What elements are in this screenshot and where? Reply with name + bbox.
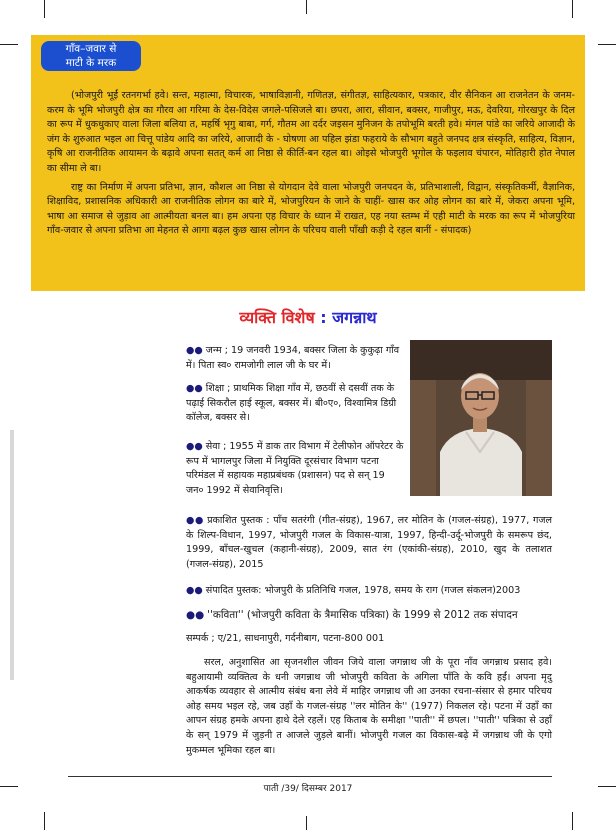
banner-paragraph-2: राष्ट्र का निर्माण में अपना प्रतिभा, ज्ञान, कौशल आ निष्ठा से योगदान देवे वाला भोजपुरी जनपदन के, प्रतिभाशाली, विद्वान, संस्कृतिकर्मी, वैज्ञानिक, शिक्षाविद, प्रशासनिक अधिकारी आ राजनीतिक लोगन का बारे में, भोजपुरियन के जाने के चाहीं- खास कर ओह लोगन का बारे में, जेकरा अपना भूमि, भाषा आ समाज से जुड़ाव आ आत्मीयता बनल बा। हम अपना एह विचार के ध्यान में राखत, एह नया स्तम्भ में एही माटी के मरक का रूप में भोजपुरिया गाँव-जवार से अपना प्रतिभा आ मेहनत से आगा बढ़ल कुछ खास लोगन के परिचय वाली पाँखी कड़ी दे रहल बानीं - संपादक): [47, 181, 575, 237]
crop-mark: [306, 816, 307, 830]
bullet-icon: ●●: [186, 383, 203, 394]
crop-mark: [44, 0, 45, 18]
badge-line-1: गाँव–जवार से: [65, 43, 117, 55]
bio-edited: [186, 584, 552, 599]
badge-line-2: माटी के मरक: [65, 57, 117, 69]
banner-text: [47, 89, 575, 243]
books-text: प्रकाशित पुस्तक : पाँच सतरंगी (गीत-संग्रह), 1967, लर मोतिन के (गजल-संग्रह), 1977, गजल के शिल्प-विधान, 1997, भोजपुरी गजल के विकास-यात्रा, 1997, हिन्दी-उर्दू-भोजपुरी के समरूप छंद, 1999, बाँचल-खुचल (कहानी-संग्रह), 2009, सात रंग (एकांकी-संग्रह), 2010, खुद के तलाशत (गजल-संग्रह), 2015: [186, 515, 552, 570]
edited-text: संपादित पुस्तक: भोजपुरी के प्रतिनिधि गजल, 1978, समय के राग (गजल संकलन)2003: [205, 585, 521, 596]
footer-rule: [68, 776, 552, 777]
portrait-illustration: [410, 340, 552, 496]
bullet-icon: ●●: [186, 441, 203, 452]
crop-mark: [0, 44, 18, 45]
heading-label: व्यक्ति विशेष: [239, 308, 315, 327]
education-text: शिक्षा ; प्राथमिक शिक्षा गाँव में, छठवीं से दसवीं तक के पढ़ाई सिकरौल हाई स्कूल, बक्सर में। बी०ए०, विश्वामित्र डिग्री कॉलेज, बक्सर से।: [186, 383, 397, 424]
portrait-photo: [410, 340, 552, 496]
crop-mark: [598, 44, 616, 45]
crop-mark: [44, 812, 45, 830]
bullet-icon: ●●: [186, 609, 205, 621]
service-text: सेवा ; 1955 में डाक तार विभाग में टेलीफोन ऑपरेटर के रूप में भागलपुर जिला में नियुक्ति दूरसंचार विभाग पटना परिमंडल में सहायक महाप्रबंधक (प्रशासन) पद से सन् 19 जन० 1992 में सेवानिवृत्ति।: [186, 441, 404, 496]
page-footer: पाती /39/ दिसम्बर 2017: [263, 784, 353, 794]
bio-birth: [186, 344, 404, 373]
kavita-text: ''कविता'' (भोजपुरी कविता के त्रैमासिक पत्रिका) के 1999 से 2012 तक संपादन: [207, 609, 518, 621]
crop-mark: [306, 0, 307, 14]
bullet-icon: ●●: [186, 585, 203, 596]
bullet-icon: ●●: [186, 345, 203, 356]
bio-closing: [186, 656, 552, 758]
section-heading: [0, 306, 616, 328]
bio-education: [186, 382, 404, 426]
bio-books: [186, 514, 552, 572]
crop-mark: [572, 0, 573, 18]
margin-strip: [10, 430, 14, 680]
closing-text: सरल, अनुशासित आ सृजनशील जीवन जिये वाला जगन्नाथ जी के पूरा नाँव जगन्नाथ प्रसाद हवे। बहुआयामी व्यक्तित्व के धनी जगन्नाथ जी भोजपुरी कविता के अगिला पाँति के कवि हईं। अपना मृदु आकर्षक व्यवहार से आत्मीय संबंध बना लेवे में माहिर जगन्नाथ जी आ उनका रचना-संसार से हमार परिचय ओह समय भइल रहे, जब उहाँ के गजल-संग्रह ''लर मोतिन के'' (1977) निकलल रहे। पटना में उहाँ का आपन संग्रह हमके अपना हाथे देले रहलें। एह किताब के समीक्षा ''पाती'' में छपल। ''पाती'' पत्रिका से उहाँ के सन् 1979 में जुड़नी त आजले जुड़ले बानीं। भोजपुरी गजल का विकास-बढ़े में जगन्नाथ जी के एगो मुकम्मल भूमिका रहल बा।: [186, 657, 552, 756]
crop-mark: [572, 812, 573, 830]
heading-name: : जगन्नाथ: [320, 308, 377, 327]
banner-paragraph-1: (भोजपुरी भूईं रतनगर्भा हवे। सन्त, महात्मा, विचारक, भाषाविज्ञानी, गणितज्ञ, संगीतज्ञ, साहित्यकार, पत्रकार, वीर सैनिकन आ राजनेतन के जनम-करम के भूमि भोजपुरी क्षेत्र का गौरव आ गरिमा के देस-विदेस जगले-पसिजले बा। छपरा, आरा, सीवान, बक्सर, गाजीपुर, मऊ, देवरिया, गोरखपुर के दिल का रूप में धुकधुकाए वाला जिला बलिया त, महर्षि भृगु बाबा, गर्ग, गौतम आ दर्दर जइसन मुनिजन के तपोभूमि बरती हवे। मंगल पांडे का जरिये आजादी के जंग के शुरुआत भइल आ चित्तू पांडेय आदि का जरिये, आजादी के - घोषणा आ पहिल झंडा फहराये के सौभाग बहुते जनपद क्षत्र संस्कृति, साहित्य, विज्ञान, कृषि आ राजनीतिक आयामन के बढ़ावे अपना सतत् कर्म आ निष्ठा से कीर्ति-बन रहल बा। ओइसे भोजपुरी भूगोल के फइलाव चंपारन, मोतिहारी होत नेपाल का सीमा ले बा।: [47, 90, 575, 174]
bio-service: [186, 440, 404, 498]
column-badge: [41, 41, 141, 71]
birth-text: जन्म ; 19 जनवरी 1934, बक्सर जिला के कुकुढ़ा गाँव में। पिता स्व० रामजोगी लाल जी के घर में।: [186, 345, 400, 371]
bio-kavita: [186, 608, 552, 623]
bio-contact: [186, 632, 552, 647]
bullet-icon: ●●: [186, 515, 205, 526]
contact-text: सम्पर्क ; ए/21, साधनापुरी, गर्दनीबाग, पटना-800 001: [186, 633, 385, 644]
intro-banner: [31, 35, 585, 291]
